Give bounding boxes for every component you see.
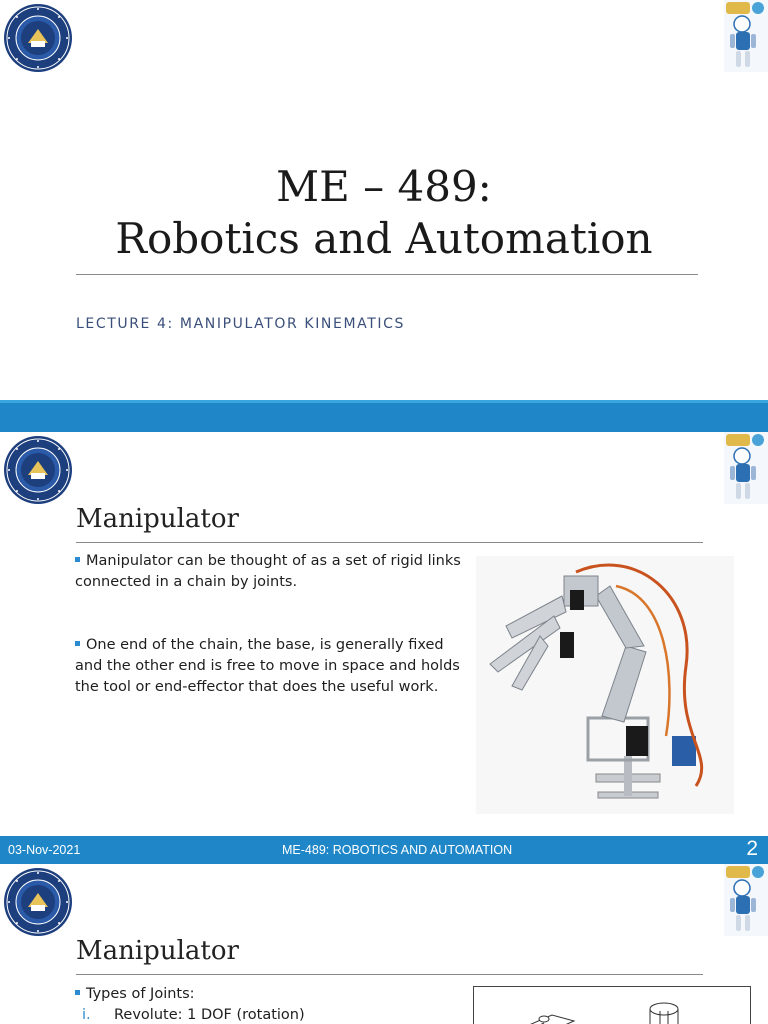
heading-divider (76, 542, 703, 543)
footer-date: 03-Nov-2021 (8, 843, 81, 857)
title-slide (0, 0, 768, 400)
slide-heading: Manipulator (76, 936, 239, 966)
lecture-subtitle: LECTURE 4: MANIPULATOR KINEMATICS (76, 316, 405, 332)
slide-separator-bar (0, 400, 768, 432)
manipulator-slide (0, 432, 768, 864)
bullet-text: Types of Joints: (86, 986, 195, 1002)
revolute-joint-diagram (474, 987, 750, 1024)
bullet-text: One end of the chain, the base, is generally fixed and the other end is free to move in space and holds the tool or end-effector that does the useful work. (75, 637, 460, 695)
bullet-marker-icon (75, 990, 80, 995)
item-number: i. (82, 1007, 91, 1023)
university-seal-logo (3, 867, 73, 937)
course-title-line1: ME – 489: (276, 162, 492, 211)
joint-diagram (473, 986, 751, 1024)
robotic-arm-image (476, 556, 734, 814)
heading-divider (76, 974, 703, 975)
joint-type-item (82, 1007, 305, 1023)
university-seal-logo (3, 3, 73, 73)
item-text: Revolute: 1 DOF (rotation) (114, 1007, 305, 1023)
robot-mascot-logo (724, 432, 768, 504)
robot-mascot-logo (724, 864, 768, 936)
course-title-line2: Robotics and Automation (115, 214, 653, 263)
bullet-item (75, 551, 465, 593)
slide-footer (0, 836, 768, 864)
university-seal-logo (3, 435, 73, 505)
bullet-item (75, 635, 465, 698)
footer-page-number: 2 (746, 837, 758, 860)
bullet-text: Manipulator can be thought of as a set of rigid links connected in a chain by joints. (75, 553, 461, 590)
bullet-marker-icon (75, 557, 80, 562)
robot-mascot-logo (724, 0, 768, 72)
slide-heading: Manipulator (76, 504, 239, 534)
footer-course-name: ME-489: ROBOTICS AND AUTOMATION (282, 843, 513, 857)
bullet-item (75, 984, 465, 1005)
joints-slide (0, 864, 768, 1024)
bullet-marker-icon (75, 641, 80, 646)
title-divider (76, 274, 698, 275)
